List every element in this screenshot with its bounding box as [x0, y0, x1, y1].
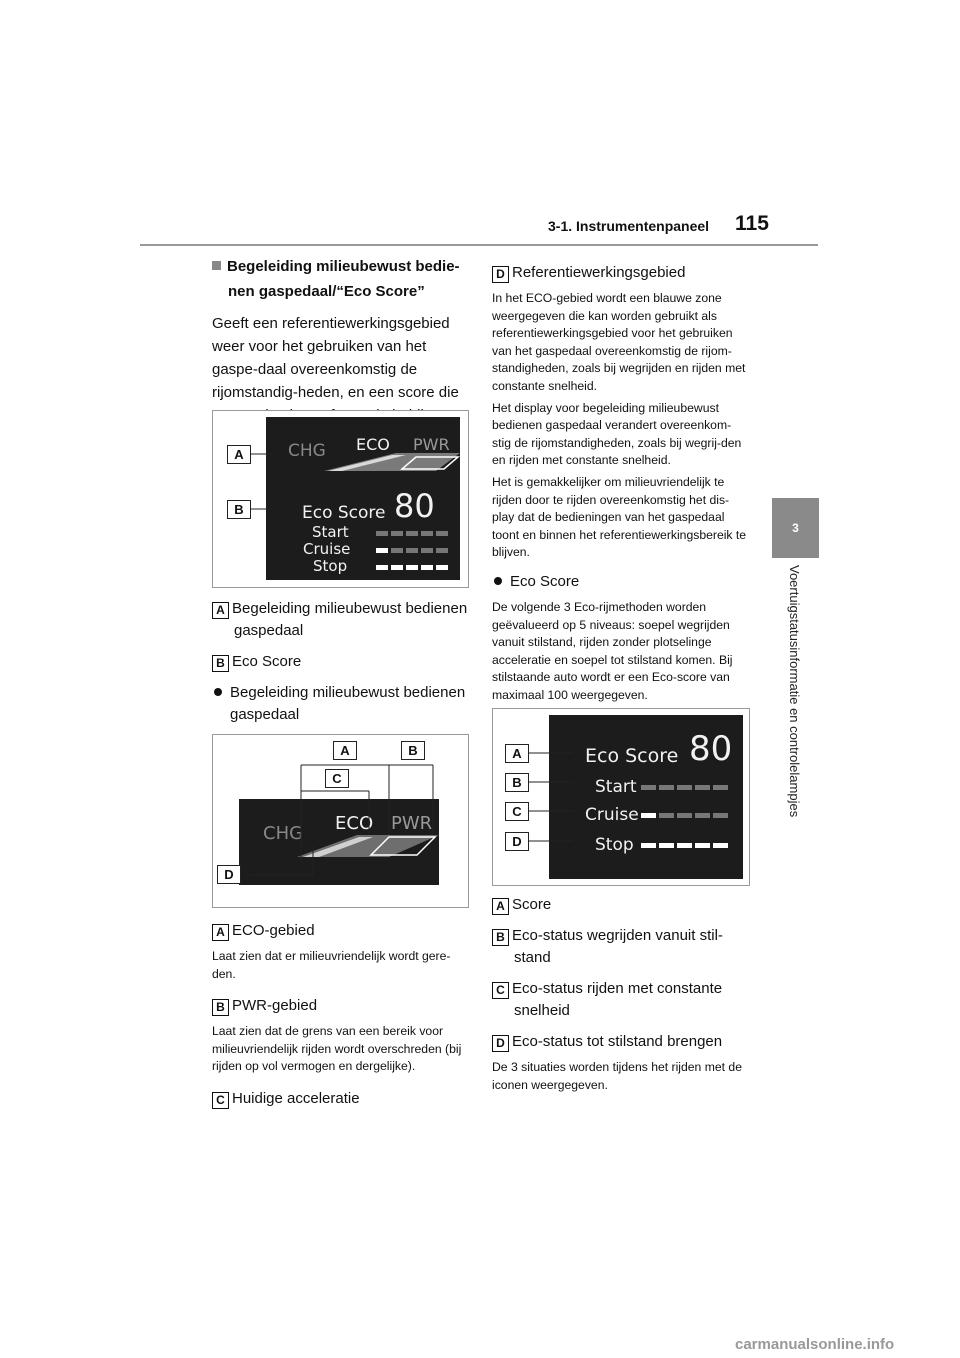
- legend-a-line1: Begeleiding milieubewust bedienen: [232, 600, 468, 617]
- callout-lines-3: [493, 709, 583, 885]
- score-item-b: [492, 925, 754, 969]
- level-segment: [713, 785, 728, 790]
- callout-d-2: D: [217, 865, 241, 884]
- chapter-side-title: [734, 565, 854, 825]
- item-a-desc: Laat zien dat er milieuvriendelijk wordt gere-den.: [212, 949, 451, 981]
- pwr-label: PWR: [413, 435, 450, 454]
- bullet-eco-score-desc: De volgende 3 Eco-rijmethoden worden geëvalueerd op 5 niveaus: soepel wegrijden vanuit stilstand, rijden zonder plotselinge acceleratie en soepel tot stilstand komen. Bij stilstaande auto wordt er een Eco-score van maximaal 100 weergegeven.: [492, 599, 733, 702]
- score-item-c-line1: Eco-status rijden met constante: [512, 980, 723, 997]
- level-segment: [641, 843, 656, 848]
- stop-label-3: Stop: [595, 835, 634, 855]
- level-segment: [659, 813, 674, 818]
- chg-label-2: CHG: [263, 823, 304, 844]
- level-segment: [406, 565, 418, 570]
- badge-b-2: B: [212, 999, 229, 1016]
- bullet-line1: Begeleiding milieubewust bedienen: [230, 684, 466, 701]
- score-item-d-text: Eco-status tot stilstand brengen: [512, 1033, 723, 1050]
- bullet-guidance: [212, 682, 470, 726]
- eco-score-value-3: 80: [689, 729, 733, 769]
- callout-b: B: [227, 500, 251, 519]
- level-segment: [376, 548, 388, 553]
- legend-a-line2: gaspedaal: [234, 622, 304, 639]
- stop-level-bars-3: [641, 843, 728, 848]
- level-segment: [376, 531, 388, 536]
- stop-level-bars: [376, 565, 448, 570]
- level-segment: [641, 785, 656, 790]
- item-d-desc1: In het ECO-gebied wordt een blauwe zone weergegeven die kan worden gebruikt als referentiewerkingsgebied voor het gebruiken van het gaspedaal overeenkomstig de rijom-standigheden, zoals bij wegrijden en rijden met constante snelheid.: [492, 291, 746, 393]
- level-segment: [421, 548, 433, 553]
- callout-a-3: A: [505, 744, 529, 763]
- item-d-desc3: Het is gemakkelijker om milieuvriendelijk te rijden door te rijden overeenkomstig het dis-play dat de bedieningen van het gaspedaal toont en binnen het referentiewerkingsbereik te blijven.: [492, 474, 747, 560]
- bullet-icon-2: [494, 577, 502, 585]
- page-number: 115: [735, 212, 769, 235]
- figure-eco-display: [212, 410, 469, 588]
- start-level-bars-3: [641, 785, 728, 790]
- item-a-text: ECO-gebied: [232, 922, 315, 939]
- level-segment: [659, 843, 674, 848]
- level-segment: [391, 531, 403, 536]
- legend-b-text: Eco Score: [232, 653, 302, 670]
- level-segment: [436, 565, 448, 570]
- callout-b-3: B: [505, 773, 529, 792]
- fig3-legend: [492, 894, 754, 1094]
- badge-c: C: [212, 1092, 229, 1109]
- level-segment: [391, 548, 403, 553]
- item-d-text: Referentiewerkingsgebied: [512, 264, 686, 281]
- score-item-d: [492, 1031, 754, 1053]
- badge-d-3: D: [492, 1035, 509, 1052]
- level-segment: [391, 565, 403, 570]
- eco-label: ECO: [356, 435, 390, 454]
- cruise-level-bars-3: [641, 813, 728, 818]
- callout-c-2: C: [325, 769, 349, 788]
- heading-line1: Begeleiding milieubewust bedie-: [227, 258, 460, 275]
- start-label: Start: [312, 523, 349, 541]
- score-item-c-line2: snelheid: [514, 1002, 570, 1019]
- section-title: 3-1. Instrumentenpaneel: [548, 218, 710, 234]
- item-b-text: PWR-gebied: [232, 997, 318, 1015]
- callout-a-2: A: [333, 741, 357, 760]
- bullet-eco-score-text: Eco Score: [510, 572, 580, 590]
- badge-b: B: [212, 655, 229, 672]
- level-segment: [421, 531, 433, 536]
- level-segment: [695, 843, 710, 848]
- level-segment: [695, 785, 710, 790]
- callout-lines: [213, 411, 273, 587]
- item-a: [212, 920, 470, 942]
- figure-eco-guidance: [212, 734, 469, 908]
- heading-line2: nen gaspedaal/“Eco Score”: [228, 283, 425, 300]
- chg-label: CHG: [288, 441, 326, 461]
- score-item-b-line1: Eco-status wegrijden vanuit stil-: [512, 927, 723, 944]
- start-level-bars: [376, 531, 448, 536]
- eco-label-2: ECO: [335, 813, 374, 834]
- item-b: [212, 995, 470, 1017]
- dimension-lines: [213, 735, 468, 907]
- level-segment: [421, 565, 433, 570]
- cruise-label-3: Cruise: [585, 805, 639, 825]
- header-divider: [140, 244, 818, 246]
- eco-score-value: 80: [394, 487, 435, 525]
- score-item-a-text: Score: [512, 896, 552, 913]
- eco-score-label: Eco Score: [302, 503, 386, 523]
- level-segment: [677, 813, 692, 818]
- level-segment: [677, 843, 692, 848]
- item-d: [492, 262, 750, 284]
- square-bullet-icon: [212, 261, 221, 270]
- level-segment: [406, 548, 418, 553]
- callout-a: A: [227, 445, 251, 464]
- figure-eco-score: [492, 708, 750, 886]
- fig1-legend: [212, 598, 470, 726]
- eco-score-label-3: Eco Score: [585, 745, 679, 767]
- level-segment: [641, 813, 656, 818]
- chapter-side-title-text: Voertuigstatusinformatie en controlelampjes: [787, 565, 802, 818]
- item-c: [212, 1088, 470, 1110]
- pwr-label-2: PWR: [391, 813, 433, 834]
- level-segment: [406, 531, 418, 536]
- right-column: [492, 262, 750, 704]
- level-segment: [677, 785, 692, 790]
- stop-label: Stop: [313, 557, 348, 575]
- cruise-level-bars: [376, 548, 448, 553]
- level-segment: [713, 813, 728, 818]
- score-item-a: [492, 894, 754, 916]
- level-segment: [436, 548, 448, 553]
- item-d-desc2: Het display voor begeleiding milieubewust bedienen gaspedaal verandert overeenkom-stig de rijomstandigheden, zoals bij wegrij-den en rijden met constante snelheid.: [492, 400, 742, 468]
- level-segment: [659, 785, 674, 790]
- intro-text: Geeft een referentiewerkingsgebied weer voor het gebruiken van het gaspe-daal overeenkomstig de rijomstandig-heden, en een score die: [212, 315, 459, 401]
- legend-a: [212, 598, 470, 642]
- footer-watermark: carmanualsonline.info: [735, 1336, 895, 1353]
- bullet-icon: [214, 688, 222, 696]
- display-screen: [266, 417, 460, 580]
- legend-b: [212, 651, 470, 673]
- badge-a-3: A: [492, 898, 509, 915]
- level-segment: [436, 531, 448, 536]
- start-label-3: Start: [595, 777, 637, 797]
- closing-text: De 3 situaties worden tijdens het rijden met de iconen weergegeven.: [492, 1060, 742, 1092]
- cruise-label: Cruise: [303, 540, 351, 558]
- chapter-tab: 3: [772, 498, 819, 558]
- level-segment: [713, 843, 728, 848]
- section-heading: [212, 254, 467, 304]
- badge-a-2: A: [212, 924, 229, 941]
- callout-b-2: B: [401, 741, 425, 760]
- badge-d: D: [492, 266, 509, 283]
- badge-c-3: C: [492, 982, 509, 999]
- fig2-legend: [212, 920, 470, 1110]
- level-segment: [695, 813, 710, 818]
- score-item-c: [492, 978, 754, 1022]
- item-b-desc: Laat zien dat de grens van een bereik voor milieuvriendelijk rijden wordt overschreden (bij rijden op vol vermogen en dergelijke).: [212, 1024, 462, 1074]
- score-item-b-line2: stand: [514, 949, 551, 966]
- item-c-text: Huidige acceleratie: [232, 1089, 360, 1107]
- callout-d-3: D: [505, 832, 529, 851]
- badge-a: A: [212, 602, 229, 619]
- level-segment: [376, 565, 388, 570]
- badge-b-3: B: [492, 929, 509, 946]
- callout-c-3: C: [505, 802, 529, 821]
- bullet-eco-score: [492, 571, 750, 593]
- bullet-line2: gaspedaal: [230, 706, 300, 723]
